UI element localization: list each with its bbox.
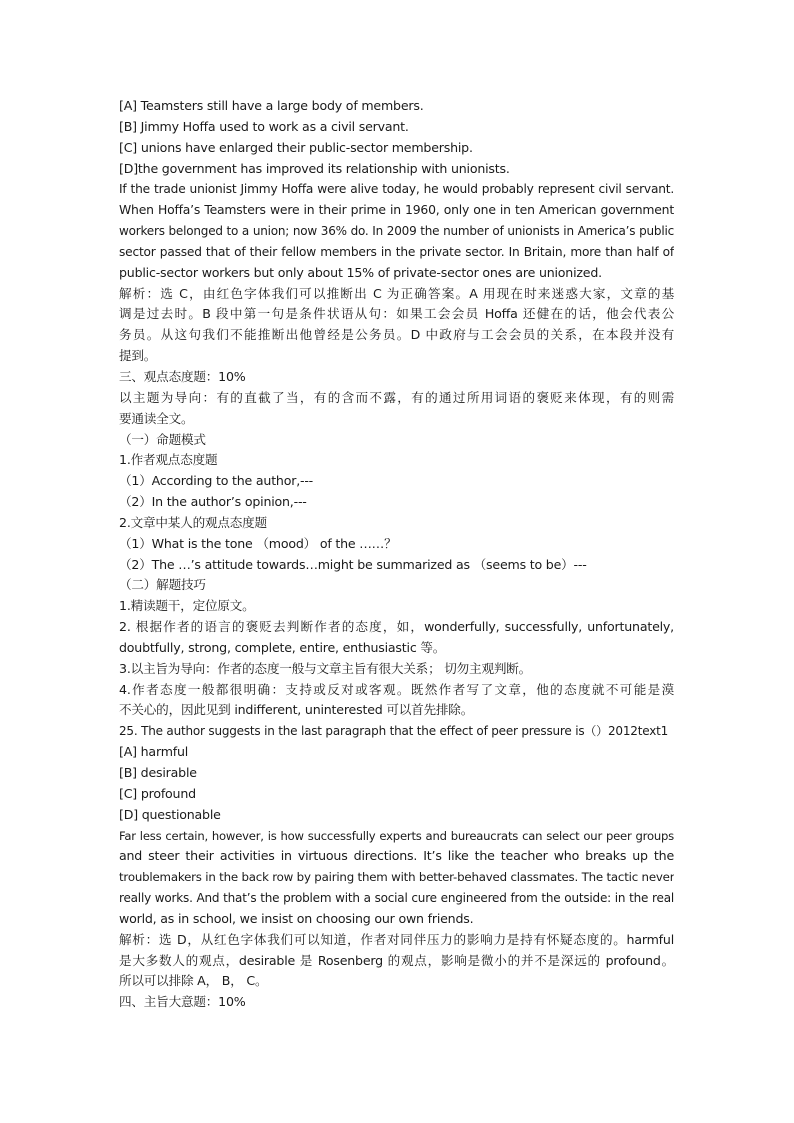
document-page [119,96,674,1013]
option-d: [D] questionable [119,806,221,822]
passage-line: world, as in school, we insist on choosing our own friends. [119,910,474,926]
analysis-line: 解析：选 C，由红色字体我们可以推断出 C 为正确答案。A 用现在时来迷惑大家，文章的基 [119,285,674,301]
section-heading: 四、主旨大意题：10% [119,994,246,1010]
option-d: [D]the government has improved its relationship with unionists. [119,160,510,176]
list-item: （1）What is the tone （mood） of the ……？ [119,535,397,551]
passage-line: public-sector workers but only about 15% of private-sector ones are unionized. [119,264,602,280]
list-item: 1.作者观点态度题 [119,452,218,468]
list-item: doubtfully, strong, complete, entire, enthusiastic 等。 [119,639,446,655]
passage-line: workers belonged to a union; now 36% do. In 2009 the number of unionists in America’s public [119,224,674,239]
passage-line: sector passed that of their fellow members in the private sector. In Britain, more than half of [119,244,674,259]
analysis-line: 解析：选 D，从红色字体我们可以知道，作者对同伴压力的影响力是持有怀疑态度的。harmful [119,931,674,947]
section-text: 以主题为导向：有的直截了当，有的含而不露，有的通过所用词语的褒贬来体现，有的则需 [119,389,674,405]
list-item: 2. 根据作者的语言的褒贬去判断作者的态度，如，wonderfully, successfully, unfortunately, [119,619,674,635]
analysis-line: 所以可以排除 A， B， C。 [119,973,268,989]
list-item: 3.以主旨为导向：作者的态度一般与文章主旨有很大关系； 切勿主观判断。 [119,660,532,676]
analysis-line: 是大多数人的观点，desirable 是 Rosenberg 的观点，影响是微小的并不是深远的 profound。 [119,952,674,968]
passage-line: Far less certain, however, is how successfully experts and bureaucrats can select our peer groups [119,828,674,843]
option-a: [A] harmful [119,744,189,760]
section-text: 要通读全文。 [119,410,194,426]
option-a: [A] Teamsters still have a large body of members. [119,98,424,113]
passage-line: really works. And that’s the problem with a social cure engineered from the outside: in the real [119,891,674,906]
list-item: （2）In the author’s opinion,--- [119,494,307,510]
subheading: （二）解题技巧 [119,577,206,593]
subheading: （一）命题模式 [119,431,206,447]
list-item: （2）The …’s attitude towards…might be summarized as （seems to be）--- [119,556,587,572]
analysis-line: 调是过去时。B 段中第一句是条件状语从句：如果工会会员 Hoffa 还健在的话，他会代表公 [119,306,674,322]
option-c: [C] unions have enlarged their public-sector membership. [119,139,473,155]
list-item: 1.精读题干，定位原文。 [119,598,255,614]
passage-line: When Hoffa’s Teamsters were in their prime in 1960, only one in ten American government [119,202,674,218]
list-item: 4.作者态度一般都很明确：支持或反对或客观。既然作者写了文章，他的态度就不可能是漠 [119,681,674,697]
option-b: [B] desirable [119,765,197,780]
question-stem: 25. The author suggests in the last paragraph that the effect of peer pressure is（）2012text1 [119,724,669,739]
option-b: [B] Jimmy Hoffa used to work as a civil servant. [119,118,409,134]
option-c: [C] profound [119,785,196,801]
list-item: 不关心的，因此见到 indifferent, uninterested 可以首先排除。 [119,702,474,718]
passage-line: If the trade unionist Jimmy Hoffa were alive today, he would probably represent civil servant. [119,182,674,197]
passage-line: and steer their activities in virtuous directions. It’s like the teacher who breaks up the [119,848,674,864]
section-heading: 三、观点态度题：10% [119,368,246,384]
list-item: （1）According to the author,--- [119,473,314,489]
analysis-line: 务员。从这句我们不能推断出他曾经是公务员。D 中政府与工会会员的关系，在本段并没有 [119,327,674,343]
passage-line: troublemakers in the back row by pairing them with better-behaved classmates. The tactic never [119,870,674,885]
analysis-line: 提到。 [119,348,157,364]
list-item: 2.文章中某人的观点态度题 [119,514,267,530]
